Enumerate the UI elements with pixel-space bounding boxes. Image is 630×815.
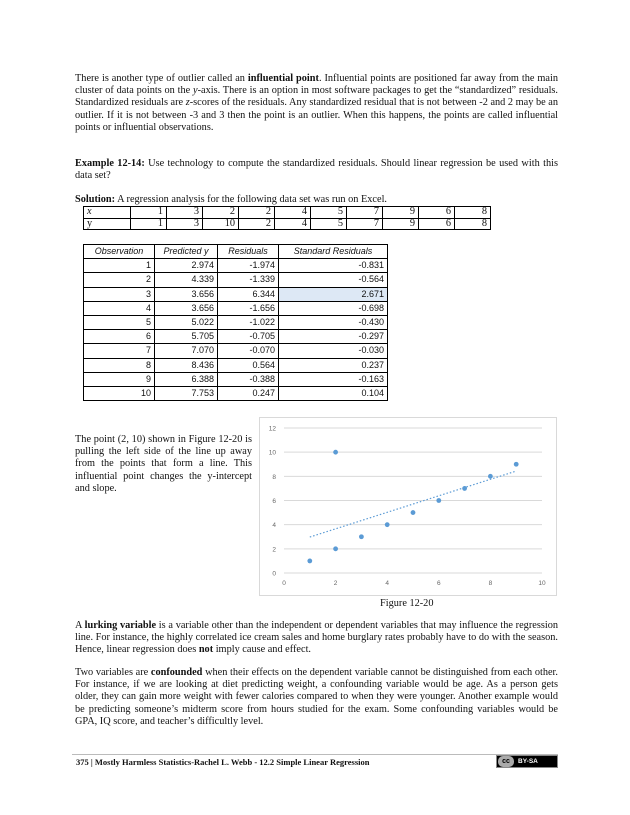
x-cell: 7 bbox=[347, 207, 383, 219]
data-point bbox=[333, 450, 338, 455]
table-row: 6 5.705 -0.705 -0.297 bbox=[84, 330, 388, 344]
figure-caption: Figure 12-20 bbox=[380, 598, 434, 609]
table-row: 8 8.436 0.564 0.237 bbox=[84, 358, 388, 372]
regression-header-row bbox=[84, 245, 388, 259]
x-tick-label: 8 bbox=[488, 580, 493, 587]
solution-label: Solution: bbox=[75, 194, 116, 205]
data-point bbox=[333, 546, 338, 551]
scatter-plot bbox=[260, 418, 556, 595]
term-influential-point: influential point bbox=[247, 73, 319, 84]
y-tick-label: 8 bbox=[272, 473, 276, 481]
x-tick-label: 0 bbox=[282, 580, 286, 587]
x-cell: 1 bbox=[131, 207, 167, 219]
header-standard-residuals: Standard Residuals bbox=[279, 245, 388, 259]
term-confounded: confounded bbox=[150, 667, 203, 678]
x-cell: 8 bbox=[455, 207, 491, 219]
y-cell: 2 bbox=[239, 218, 275, 230]
data-point bbox=[411, 510, 416, 515]
table-row: 4 3.656 -1.656 -0.698 bbox=[84, 301, 388, 315]
example-12-14: Example 12-14: Use technology to compute the standardized residuals. Should linear regression be used with this data set? bbox=[75, 158, 558, 182]
x-row bbox=[84, 207, 491, 219]
y-tick-label: 0 bbox=[272, 570, 276, 578]
intro-paragraph: There is another type of outlier called an influential point. Influential points are positioned far away from the main cluster of data points on the y-axis. There is an option in most software packages to get the “standardized” residuals. Standardized residuals are z-scores of the residuals. Any standardized residual that is not between -2 and 2 may be an outlier. If it is not between -3 and 3 then the point is an outlier. When this happens, the points are called influential points or influential observations. bbox=[75, 73, 559, 133]
x-cell: 2 bbox=[203, 207, 239, 219]
y-tick-label: 10 bbox=[268, 449, 276, 457]
data-point bbox=[359, 534, 364, 539]
y-cell: 10 bbox=[203, 218, 239, 230]
lurking-variable-paragraph: A lurking variable is a variable other than the independent or dependent variables that may influence the regression line. For instance, the highly correlated ice cream sales and home burglary rates probably have to do with the season. Hence, linear regression does not imply cause and effect. bbox=[75, 620, 558, 656]
data-point bbox=[514, 462, 519, 467]
x-tick-label: 10 bbox=[538, 580, 546, 587]
y-tick-label: 2 bbox=[272, 546, 276, 554]
highlighted-residual: 2.671 bbox=[279, 287, 388, 301]
trendline bbox=[310, 471, 516, 537]
figure-12-20-chart bbox=[259, 417, 557, 596]
x-tick-label: 6 bbox=[436, 580, 441, 587]
x-cell: 2 bbox=[239, 207, 275, 219]
license-label: BY-SA bbox=[518, 758, 538, 765]
x-tick-label: 4 bbox=[385, 580, 390, 587]
y-cell: 3 bbox=[167, 218, 203, 230]
example-label: Example 12-14: bbox=[75, 158, 145, 169]
y-cell: 4 bbox=[275, 218, 311, 230]
y-cell: 8 bbox=[455, 218, 491, 230]
data-point bbox=[488, 474, 493, 479]
table-row: 9 6.388 -0.388 -0.163 bbox=[84, 372, 388, 386]
data-point bbox=[436, 498, 441, 503]
data-point bbox=[462, 486, 467, 491]
cc-license-badge bbox=[496, 755, 558, 768]
table-row: 3 3.656 6.344 2.671 bbox=[84, 287, 388, 301]
x-cell: 4 bbox=[275, 207, 311, 219]
y-cell: 5 bbox=[311, 218, 347, 230]
data-point bbox=[385, 522, 390, 527]
y-cell: 1 bbox=[131, 218, 167, 230]
x-cell: 5 bbox=[311, 207, 347, 219]
y-tick-label: 12 bbox=[268, 425, 276, 433]
regression-table bbox=[83, 244, 388, 401]
y-tick-label: 6 bbox=[272, 498, 276, 505]
footer-divider bbox=[72, 754, 558, 755]
influential-point-note: The point (2, 10) shown in Figure 12-20 is pulling the left side of the line up away from the points that form a line. This influential point changes the y-intercept and slope. bbox=[75, 434, 252, 494]
y-tick-label: 4 bbox=[272, 522, 276, 530]
data-point bbox=[307, 559, 312, 564]
y-cell: 6 bbox=[419, 218, 455, 230]
table-row: 10 7.753 0.247 0.104 bbox=[84, 387, 388, 401]
x-label: x bbox=[84, 207, 131, 219]
term-lurking-variable: lurking variable bbox=[84, 620, 157, 631]
header-predicted-y: Predicted y bbox=[155, 245, 218, 259]
x-cell: 9 bbox=[383, 207, 419, 219]
table-row: 2 4.339 -1.339 -0.564 bbox=[84, 273, 388, 287]
data-table bbox=[83, 206, 491, 230]
x-cell: 3 bbox=[167, 207, 203, 219]
cc-icon: cc bbox=[498, 756, 514, 767]
y-row bbox=[84, 218, 491, 230]
table-row: 1 2.974 -1.974 -0.831 bbox=[84, 259, 388, 273]
table-row: 5 5.022 -1.022 -0.430 bbox=[84, 316, 388, 330]
y-cell: 7 bbox=[347, 218, 383, 230]
page-footer: 375 | Mostly Harmless Statistics-Rachel L. Webb - 12.2 Simple Linear Regression bbox=[76, 757, 370, 767]
table-row: 7 7.070 -0.070 -0.030 bbox=[84, 344, 388, 358]
header-residuals: Residuals bbox=[218, 245, 279, 259]
x-tick-label: 2 bbox=[333, 580, 338, 587]
confounded-paragraph: Two variables are confounded when their effects on the dependent variable cannot be distinguished from each other. For instance, if we are looking at diet predicting weight, a confounding variable would be age. As a person gets older, they can gain more weight with fewer calories compared to when they were younger. Another example would be predicting someone’s midterm score from hours studied for the exam. Some confounding variables would be GPA, IQ score, and teacher’s difficultly level. bbox=[75, 667, 558, 727]
y-cell: 9 bbox=[383, 218, 419, 230]
x-cell: 6 bbox=[419, 207, 455, 219]
y-label: y bbox=[84, 218, 131, 230]
solution-text: Solution: A regression analysis for the following data set was run on Excel. bbox=[75, 194, 388, 205]
header-observation: Observation bbox=[84, 245, 155, 259]
